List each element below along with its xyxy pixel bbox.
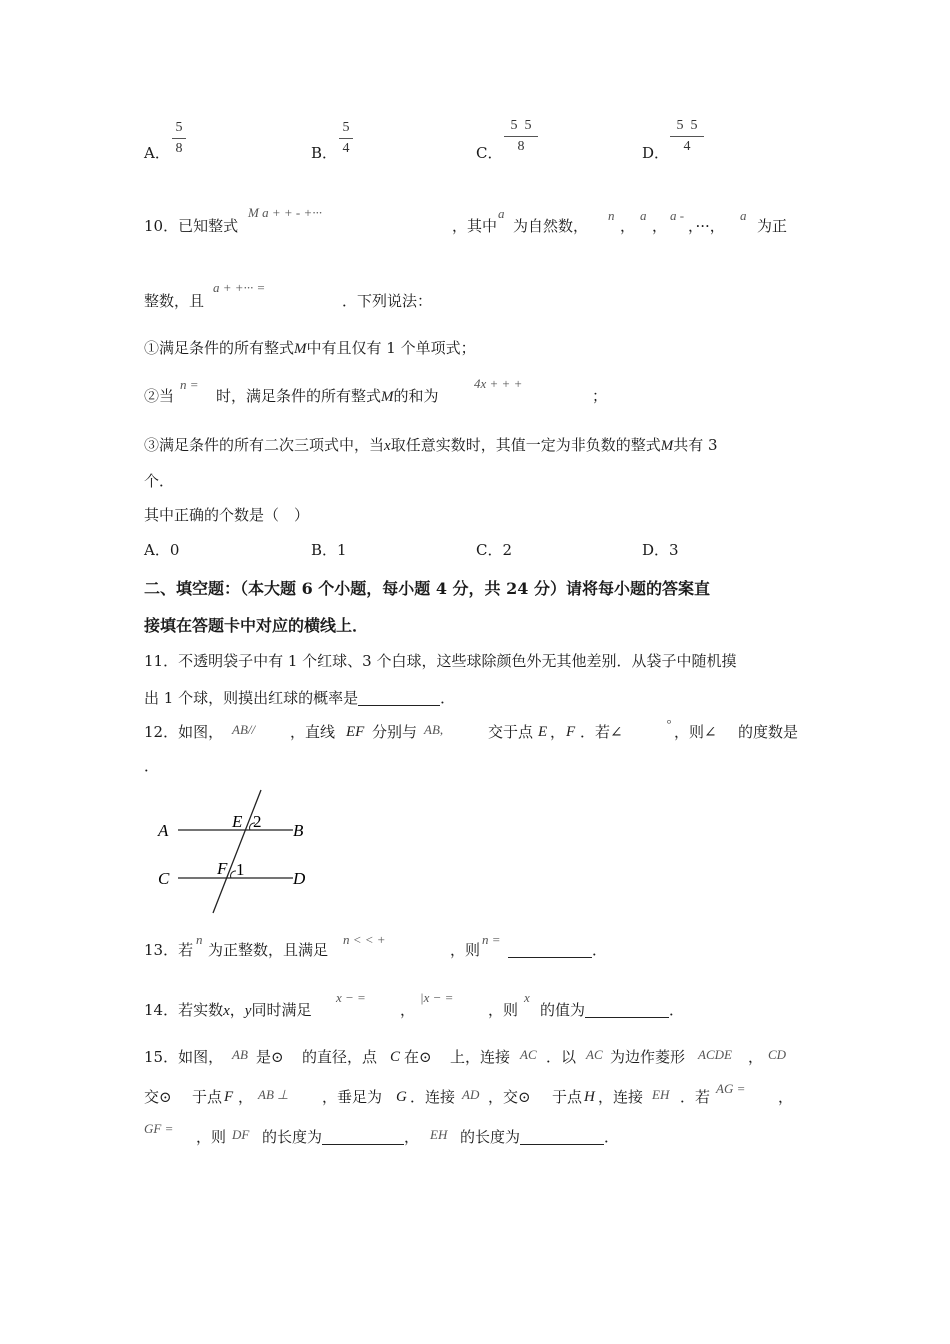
- q10-statement-3-end: 个．: [144, 472, 175, 490]
- q12-text: 的度数是: [738, 723, 799, 741]
- text: ．: [604, 1128, 620, 1146]
- q15-text: ，: [238, 1088, 254, 1106]
- label-c: C: [158, 869, 170, 888]
- answer-blank[interactable]: [508, 941, 592, 958]
- q15-math: G: [396, 1089, 407, 1105]
- numerator: 5: [175, 120, 183, 135]
- q9-option-c-label: C．: [476, 144, 503, 162]
- q12-math: EF: [346, 724, 365, 740]
- q15-math: AB: [232, 1047, 248, 1062]
- text: 的值为: [540, 1001, 586, 1019]
- q15-text: 为边作菱形: [610, 1048, 686, 1066]
- q15-math: C: [390, 1049, 401, 1065]
- q10-text: ，其中: [452, 217, 498, 235]
- q12-math: E: [538, 724, 548, 740]
- q12-text: 分别与: [372, 723, 418, 741]
- q15-text: 交⊙: [144, 1088, 172, 1106]
- label-a: A: [158, 821, 169, 840]
- q10-option-a: A．0: [144, 541, 180, 559]
- q15-math: AC: [520, 1047, 537, 1062]
- q9-option-b-label: B．: [311, 144, 338, 162]
- text: ．: [592, 941, 608, 959]
- q12-text: ，则∠: [674, 723, 717, 741]
- answer-blank-df[interactable]: [322, 1128, 404, 1145]
- text: 的长度为: [460, 1128, 521, 1146]
- q15-text: 上，连接: [450, 1048, 511, 1066]
- q15-text: 于点: [552, 1088, 583, 1106]
- q13-math: n: [196, 932, 203, 947]
- q15-text: ，则: [196, 1128, 227, 1146]
- q15-math: AB ⊥: [258, 1087, 289, 1102]
- text: ．: [669, 1001, 685, 1019]
- q12-end: ．: [144, 757, 160, 775]
- q10-option-c: C．2: [476, 541, 513, 559]
- q15-text: ．以: [546, 1048, 577, 1066]
- q10-math: n: [608, 208, 615, 223]
- q14-text: ，: [400, 1001, 416, 1019]
- text: ③满足条件的所有二次三项式中，当: [144, 436, 385, 454]
- q10-math: a -: [670, 208, 685, 223]
- math: x: [223, 1003, 230, 1019]
- q15-math: CD: [768, 1047, 787, 1062]
- q12-text: 12．如图，: [144, 723, 224, 741]
- label-d: D: [293, 869, 306, 888]
- q15-math: ACDE: [698, 1047, 732, 1062]
- q12-math: F: [566, 724, 576, 740]
- q9-option-c-fraction: [504, 118, 538, 155]
- q15-answer-2: [460, 1127, 619, 1147]
- denominator: 4: [342, 141, 350, 156]
- q10-intro: 10．已知整式: [144, 217, 239, 235]
- q12-figure: [150, 785, 320, 920]
- q10-option-d: D．3: [642, 541, 679, 559]
- q10-statement-3: [144, 435, 718, 456]
- q15-text: ．连接: [410, 1088, 456, 1106]
- q10-math: n =: [180, 377, 199, 392]
- q14-math: |x − =: [420, 990, 454, 1005]
- answer-blank[interactable]: [585, 1001, 669, 1018]
- q9-option-a-fraction: [172, 120, 186, 157]
- text: ，: [229, 1001, 245, 1019]
- q12-text: ．若∠: [580, 723, 623, 741]
- text: ①满足条件的所有整式: [144, 339, 295, 357]
- q10-math: 4x + + +: [474, 376, 523, 391]
- q14-text: ，则: [488, 1001, 519, 1019]
- q10-text: 为自然数，: [513, 217, 589, 235]
- q15-math: F: [224, 1089, 234, 1105]
- line-ef: [213, 790, 261, 913]
- q15-math: AD: [462, 1087, 480, 1102]
- q15-math: H: [584, 1089, 595, 1105]
- q12-text: ，: [550, 723, 566, 741]
- text: 的和为: [393, 387, 439, 405]
- q15-text: ，: [748, 1048, 764, 1066]
- q10-math: a: [640, 208, 647, 223]
- q10-math: a + +··· =: [213, 280, 266, 295]
- q9-option-d-fraction: [670, 118, 704, 155]
- q10-text: ，···，: [688, 217, 725, 235]
- q15-text: ，垂足为: [322, 1088, 383, 1106]
- q9-option-d-label: D．: [642, 144, 670, 162]
- math: M: [660, 438, 674, 454]
- q10-question: 其中正确的个数是（ ）: [144, 506, 310, 524]
- text: 出 1 个球，则摸出红球的概率是: [144, 689, 359, 707]
- q11-line-1: 11．不透明袋子中有 1 个红球、3 个白球，这些球除颜色外无其他差别．从袋子中随机摸: [144, 652, 737, 670]
- q15-text: ，: [778, 1088, 794, 1106]
- text: 同时满足: [251, 1001, 312, 1019]
- q14-math: x − =: [336, 990, 366, 1005]
- text: 时，满足条件的所有整式: [216, 387, 382, 405]
- q13-math: n =: [482, 932, 501, 947]
- section-title-line-2: 接填在答题卡中对应的横线上．: [144, 616, 369, 635]
- q15-math: AC: [586, 1047, 603, 1062]
- text: ，: [404, 1128, 420, 1146]
- q10-text: ，: [620, 217, 636, 235]
- q13-text: 为正整数，且满足: [208, 941, 329, 959]
- numerator: 5: [342, 120, 350, 135]
- q10-text: ．下列说法：: [342, 292, 433, 310]
- label-angle-2: 2: [253, 812, 262, 831]
- q10-text: 为正: [757, 217, 788, 235]
- numerator: 5 5: [510, 118, 532, 133]
- q12-text: ，直线: [290, 723, 336, 741]
- q9-option-b-fraction: [339, 120, 353, 157]
- math: x: [384, 438, 391, 454]
- q12-math: AB//: [232, 722, 256, 737]
- q13-answer: [508, 940, 607, 960]
- text: 14．若实数: [144, 1001, 224, 1019]
- text: 共有 3: [673, 436, 718, 454]
- q10-option-b: B．1: [311, 541, 347, 559]
- q14-answer: [540, 1000, 684, 1020]
- numerator: 5 5: [676, 118, 698, 133]
- q13-math: n < < +: [343, 932, 386, 947]
- label-angle-1: 1: [236, 860, 245, 879]
- denominator: 8: [517, 139, 525, 154]
- answer-blank[interactable]: [358, 689, 440, 706]
- q15-text: ．若: [680, 1088, 711, 1106]
- math: M: [381, 389, 394, 405]
- q15-text: 的直径，点: [302, 1048, 378, 1066]
- q14-math: x: [524, 990, 530, 1005]
- answer-blank-eh[interactable]: [520, 1128, 604, 1145]
- q15-math: AG =: [716, 1081, 746, 1096]
- q15-answer-1: [262, 1127, 419, 1147]
- q12-math: °: [666, 716, 672, 731]
- q15-math: EH: [430, 1127, 448, 1142]
- q10-text: ，: [652, 217, 668, 235]
- q10-statement-1: [144, 338, 476, 359]
- denominator: 8: [175, 141, 183, 156]
- q10-line2: 整数，且: [144, 292, 205, 310]
- q10-math-m: M a + + - +···: [248, 205, 322, 220]
- math: y: [244, 1003, 252, 1019]
- q10-math: a: [740, 208, 747, 223]
- q10-text: ；: [592, 387, 608, 405]
- q14-text: [144, 1000, 311, 1021]
- text: ．: [440, 689, 456, 707]
- q10-statement-2-rest: [216, 386, 439, 407]
- q13-text: ，则: [450, 941, 481, 959]
- q15-text: ，交⊙: [488, 1088, 531, 1106]
- q15-text: ，连接: [598, 1088, 644, 1106]
- q10-math: a: [498, 206, 505, 221]
- text: 中有且仅有 1 个单项式；: [306, 339, 476, 357]
- q10-statement-2: ②当: [144, 387, 175, 405]
- label-f: F: [217, 859, 228, 878]
- text: 取任意实数时，其值一定为非负数的整式: [390, 436, 661, 454]
- q15-text: 在⊙: [404, 1048, 432, 1066]
- label-e: E: [232, 812, 243, 831]
- denominator: 4: [683, 139, 691, 154]
- q12-math: AB,: [424, 722, 444, 737]
- label-b: B: [293, 821, 304, 840]
- text: 的长度为: [262, 1128, 323, 1146]
- q11-line-2: [144, 688, 455, 708]
- q13-text: 13．若: [144, 941, 194, 959]
- q12-text: 交于点: [488, 723, 534, 741]
- q15-text: 于点: [192, 1088, 223, 1106]
- math: M: [294, 341, 307, 357]
- q15-text: 15．如图，: [144, 1048, 224, 1066]
- section-title-line-1: 二、填空题：（本大题 6 个小题，每小题 4 分，共 24 分）请将每小题的答案直: [144, 579, 710, 598]
- q9-option-a-label: A．: [144, 144, 170, 162]
- q15-math: GF =: [144, 1121, 174, 1136]
- q15-math: DF: [232, 1127, 250, 1142]
- q15-math: EH: [652, 1087, 670, 1102]
- q15-text: 是⊙: [256, 1048, 284, 1066]
